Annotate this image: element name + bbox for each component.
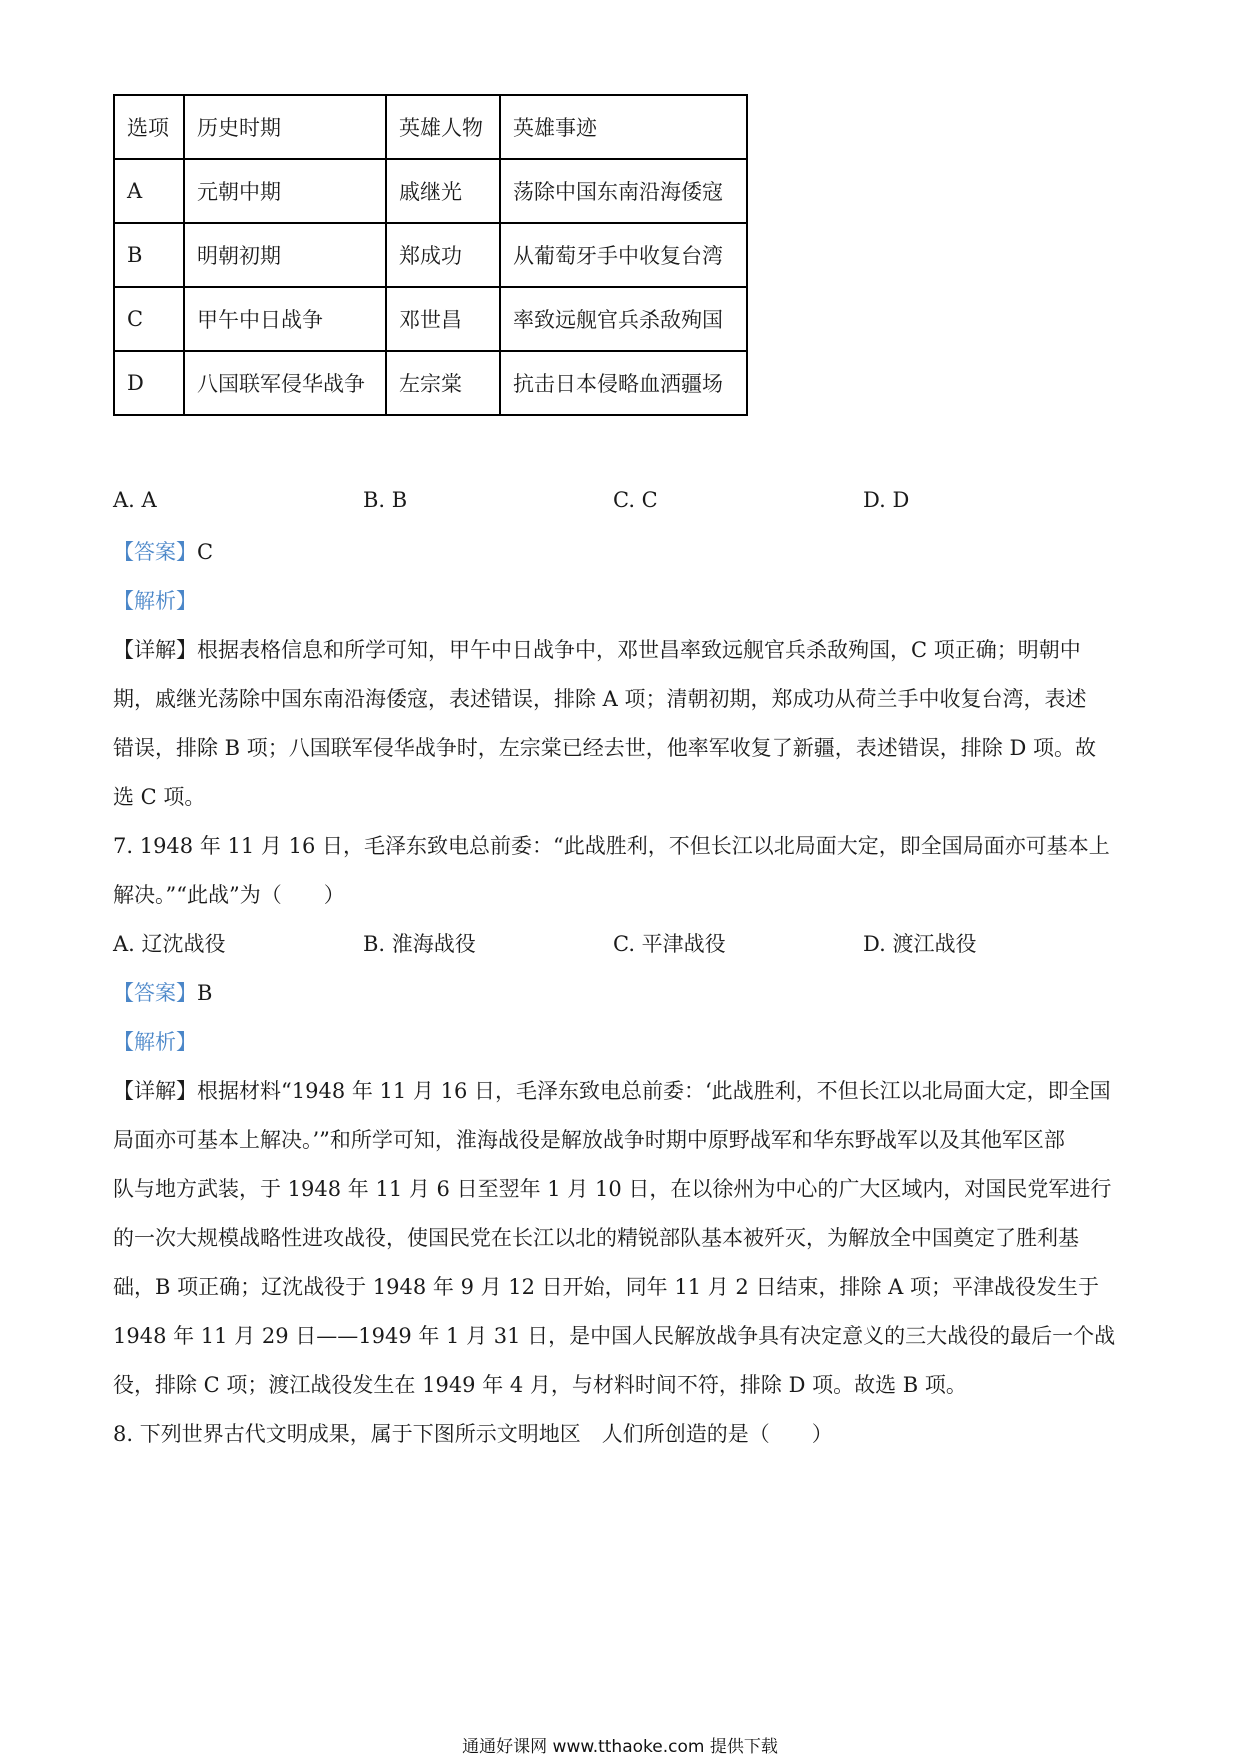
q7-detail-line: 局面亦可基本上解决。’”和所学可知，淮海战役是解放战争时期中原野战军和华东野战军以及其他军区部	[113, 1128, 1065, 1152]
table-cell: 戚继光	[386, 159, 500, 223]
choice-b: B. 淮海战役	[363, 932, 476, 956]
table-header-cell: 选项	[114, 95, 184, 159]
q7-detail-line: 队与地方武装，于 1948 年 11 月 6 日至翌年 1 月 10 日，在以徐州为中心的广大区域内，对国民党军进行	[113, 1177, 1112, 1201]
detail-text: 根据材料“1948 年 11 月 16 日，毛泽东致电总前委：‘此战胜利，不但长江以北局面大定，即全国	[197, 1079, 1111, 1103]
table-cell: 明朝初期	[184, 223, 386, 287]
table-row	[114, 223, 747, 287]
table-row	[114, 159, 747, 223]
table-cell: B	[114, 223, 184, 287]
answer-value: B	[197, 981, 213, 1005]
table-cell: 从葡萄牙手中收复台湾	[500, 223, 747, 287]
answer-tag: 【答案】	[113, 540, 197, 564]
detail-text: 根据表格信息和所学可知，甲午中日战争中，邓世昌率致远舰官兵杀敌殉国，C 项正确；明朝中	[197, 638, 1081, 662]
analysis-tag: 【解析】	[113, 589, 197, 613]
table-header-cell: 英雄人物	[386, 95, 500, 159]
choice-c: C. 平津战役	[613, 932, 726, 956]
q6-detail-line: 错误，排除 B 项；八国联军侵华战争时，左宗棠已经去世，他率军收复了新疆，表述错误，排除 D 项。故	[113, 736, 1096, 760]
table-cell: 邓世昌	[386, 287, 500, 351]
table-cell: A	[114, 159, 184, 223]
table-cell: 荡除中国东南沿海倭寇	[500, 159, 747, 223]
table-cell: 率致远舰官兵杀敌殉国	[500, 287, 747, 351]
table-header-row	[114, 95, 747, 159]
q7-detail-line: 的一次大规模战略性进攻战役，使国民党在长江以北的精锐部队基本被歼灭，为解放全中国奠定了胜利基	[113, 1226, 1079, 1250]
answer-tag: 【答案】	[113, 981, 197, 1005]
analysis-tag: 【解析】	[113, 1030, 197, 1054]
q7-detail-line	[113, 1075, 1131, 1105]
detail-tag: 【详解】	[113, 1079, 197, 1103]
table-cell: 抗击日本侵略血洒疆场	[500, 351, 747, 415]
detail-tag: 【详解】	[113, 638, 197, 662]
choice-b: B. B	[363, 488, 408, 512]
table-cell: C	[114, 287, 184, 351]
q7-question-line: 7. 1948 年 11 月 16 日，毛泽东致电总前委：“此战胜利，不但长江以北局面大定，即全国局面亦可基本上	[113, 834, 1110, 858]
q7-analysis-tag	[113, 1026, 1131, 1056]
q6-detail-line: 期，戚继光荡除中国东南沿海倭寇，表述错误，排除 A 项；清朝初期，郑成功从荷兰手中收复台湾，表述	[113, 687, 1087, 711]
choice-d: D. D	[863, 488, 910, 512]
q6-analysis-tag	[113, 585, 1131, 615]
table-cell: 元朝中期	[184, 159, 386, 223]
choice-c: C. C	[613, 488, 658, 512]
table-header-cell: 历史时期	[184, 95, 386, 159]
table-row	[114, 351, 747, 415]
q7-detail-line: 础，B 项正确；辽沈战役于 1948 年 9 月 12 日开始，同年 11 月 2 日结束，排除 A 项；平津战役发生于	[113, 1275, 1099, 1299]
page-footer: 通通好课网 www.tthaoke.com 提供下载	[462, 1737, 778, 1757]
q7-question-line: 解决。”“此战”为（ ）	[113, 883, 345, 907]
table-row	[114, 287, 747, 351]
table-header-cell: 英雄事迹	[500, 95, 747, 159]
q7-choices	[113, 928, 1113, 958]
choice-a: A. A	[113, 488, 157, 512]
q6-choices	[113, 488, 1113, 512]
table-cell: D	[114, 351, 184, 415]
choice-a: A. 辽沈战役	[113, 932, 226, 956]
q6-detail-line	[113, 634, 1131, 664]
table-cell: 八国联军侵华战争	[184, 351, 386, 415]
q6-detail-line: 选 C 项。	[113, 785, 206, 809]
table-cell: 左宗棠	[386, 351, 500, 415]
answer-value: C	[197, 540, 214, 564]
q6-answer	[113, 536, 1131, 566]
q7-answer	[113, 977, 1131, 1007]
choice-d: D. 渡江战役	[863, 932, 977, 956]
table-cell: 郑成功	[386, 223, 500, 287]
table-cell: 甲午中日战争	[184, 287, 386, 351]
options-table	[113, 94, 748, 416]
q7-detail-line: 役，排除 C 项；渡江战役发生在 1949 年 4 月，与材料时间不符，排除 D 项。故选 B 项。	[113, 1373, 967, 1397]
q7-detail-line: 1948 年 11 月 29 日——1949 年 1 月 31 日，是中国人民解放战争具有决定意义的三大战役的最后一个战	[113, 1324, 1116, 1348]
q8-question: 8. 下列世界古代文明成果，属于下图所示文明地区 人们所创造的是（ ）	[113, 1422, 833, 1446]
